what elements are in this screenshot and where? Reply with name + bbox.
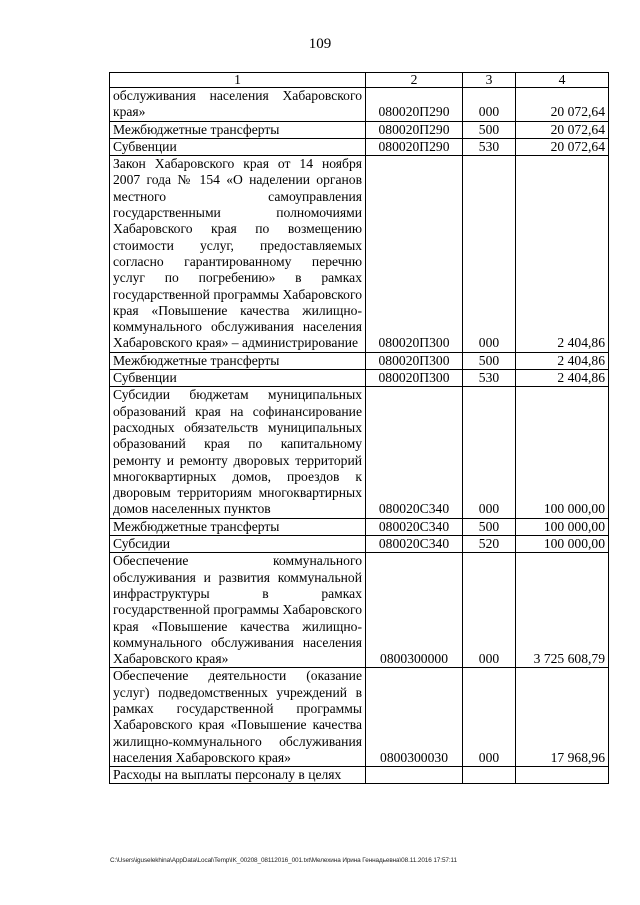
row-amount: 2 404,86 xyxy=(516,156,609,353)
header-col-1: 1 xyxy=(110,73,366,88)
row-amount: 20 072,64 xyxy=(516,138,609,155)
row-expense-type xyxy=(463,767,516,784)
row-code: 080020С340 xyxy=(366,536,463,553)
row-expense-type: 000 xyxy=(463,387,516,518)
row-code xyxy=(366,767,463,784)
row-code: 080020П290 xyxy=(366,121,463,138)
row-description: Субсидии xyxy=(110,536,366,553)
row-code: 080020П300 xyxy=(366,352,463,369)
row-description: Межбюджетные трансферты xyxy=(110,121,366,138)
table-header-row xyxy=(110,73,609,88)
row-code: 080020П300 xyxy=(366,156,463,353)
row-description: Субвенции xyxy=(110,370,366,387)
row-description: Субвенции xyxy=(110,138,366,155)
row-expense-type: 500 xyxy=(463,518,516,535)
table-row xyxy=(110,370,609,387)
table-row xyxy=(110,387,609,518)
table-row xyxy=(110,138,609,155)
row-code: 080020С340 xyxy=(366,518,463,535)
row-expense-type: 520 xyxy=(463,536,516,553)
table-row xyxy=(110,88,609,122)
row-amount xyxy=(516,767,609,784)
header-col-4: 4 xyxy=(516,73,609,88)
row-description: Межбюджетные трансферты xyxy=(110,518,366,535)
row-description: Расходы на выплаты персоналу в целях xyxy=(110,767,366,784)
row-code: 080020С340 xyxy=(366,387,463,518)
row-expense-type: 000 xyxy=(463,553,516,668)
header-col-2: 2 xyxy=(366,73,463,88)
row-amount: 3 725 608,79 xyxy=(516,553,609,668)
row-expense-type: 000 xyxy=(463,88,516,122)
row-description: Обеспечение коммунального обслуживания и развития коммунальной инфраструктуры в рамках государственной программы Хабаровского края «Повышение качества жилищно-коммунального обслуживания населения Хабаровского края» xyxy=(110,553,366,668)
row-amount: 100 000,00 xyxy=(516,387,609,518)
row-description: Закон Хабаровского края от 14 ноября 2007 года № 154 «О наделении органов местного самоуправления государственными полномочиями Хабаровского края по возмещению стоимости услуг, предоставляемых согласно гарантированному перечню услуг по погребению» в рамках государственной программы Хабаровского края «Повышение качества жилищно-коммунального обслуживания населения Хабаровского края» – администрирование xyxy=(110,156,366,353)
row-expense-type: 500 xyxy=(463,352,516,369)
row-expense-type: 000 xyxy=(463,668,516,767)
row-amount: 2 404,86 xyxy=(516,352,609,369)
table-row xyxy=(110,156,609,353)
row-code: 0800300030 xyxy=(366,668,463,767)
row-amount: 20 072,64 xyxy=(516,88,609,122)
row-amount: 17 968,96 xyxy=(516,668,609,767)
budget-table xyxy=(109,72,609,784)
row-description: обслуживания населения Хабаровского края» xyxy=(110,88,366,122)
row-amount: 20 072,64 xyxy=(516,121,609,138)
table-row xyxy=(110,767,609,784)
table-row xyxy=(110,553,609,668)
row-description: Субсидии бюджетам муниципальных образований края на софинансирование расходных обязательств муниципальных образований края по капитальному ремонту и ремонту дворовых территорий многоквартирных домов, проездов к дворовым территориям многоквартирных домов населенных пунктов xyxy=(110,387,366,518)
row-description: Межбюджетные трансферты xyxy=(110,352,366,369)
row-expense-type: 000 xyxy=(463,156,516,353)
row-description: Обеспечение деятельности (оказание услуг) подведомственных учреждений в рамках государственной программы Хабаровского края «Повышение качества жилищно-коммунального обслуживания населения Хабаровского края» xyxy=(110,668,366,767)
row-amount: 100 000,00 xyxy=(516,518,609,535)
table-row xyxy=(110,536,609,553)
table-row xyxy=(110,352,609,369)
table-row xyxy=(110,121,609,138)
row-amount: 100 000,00 xyxy=(516,536,609,553)
header-col-3: 3 xyxy=(463,73,516,88)
row-amount: 2 404,86 xyxy=(516,370,609,387)
table-row xyxy=(110,668,609,767)
row-expense-type: 530 xyxy=(463,138,516,155)
row-code: 0800300000 xyxy=(366,553,463,668)
row-code: 080020П290 xyxy=(366,138,463,155)
row-expense-type: 500 xyxy=(463,121,516,138)
row-code: 080020П290 xyxy=(366,88,463,122)
table-row xyxy=(110,518,609,535)
row-code: 080020П300 xyxy=(366,370,463,387)
page-number: 109 xyxy=(308,36,332,52)
file-path-footer: C:\Users\iguselekhina\AppData\Local\Temp\IK_00208_08112016_001.txt\Мелехина Ирина Геннадьевна\08.11.2016 17:57:11 xyxy=(110,857,457,864)
row-expense-type: 530 xyxy=(463,370,516,387)
